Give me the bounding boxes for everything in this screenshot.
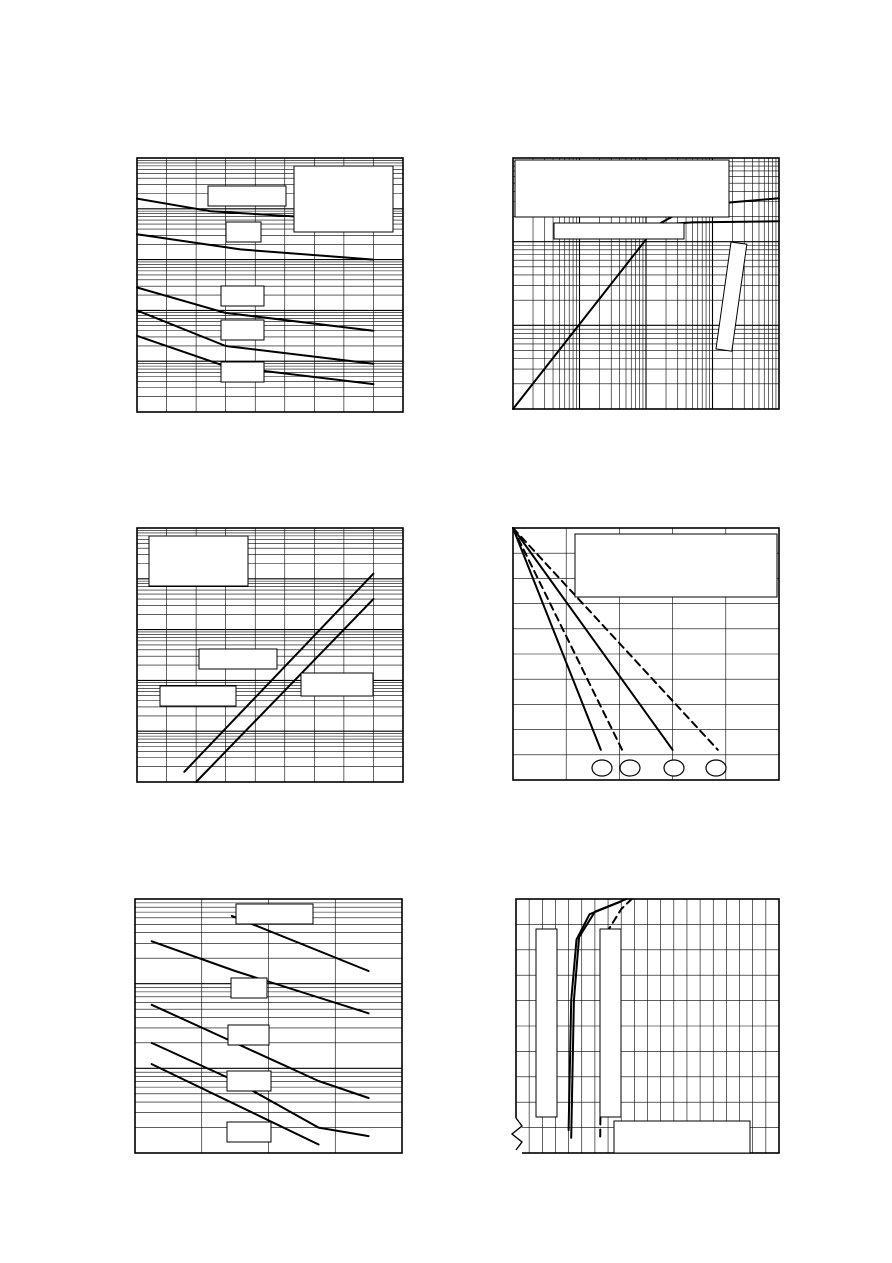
label-box-2 <box>600 929 621 1117</box>
chart-1 <box>137 158 403 412</box>
label-box-3 <box>226 222 261 242</box>
label-box-1 <box>536 929 557 1117</box>
curve-marker-circle-2 <box>620 760 640 776</box>
label-box-4 <box>301 673 373 696</box>
label-box-4 <box>227 1071 271 1091</box>
label-box-rotated <box>716 242 747 351</box>
label-box-3 <box>160 686 236 706</box>
label-box-1 <box>575 534 777 597</box>
label-box-6 <box>221 362 264 382</box>
label-box-2 <box>294 166 393 232</box>
chart-4 <box>513 528 779 780</box>
chart-5 <box>135 899 402 1153</box>
chart-2 <box>513 158 779 409</box>
label-box-2 <box>231 978 267 998</box>
label-box-2 <box>554 223 684 239</box>
label-box-1 <box>149 536 248 586</box>
label-box-3 <box>614 1121 750 1153</box>
label-box-5 <box>221 320 264 340</box>
curve-marker-circle-1 <box>592 760 612 776</box>
label-box-1 <box>208 186 286 206</box>
chart-3 <box>137 528 403 782</box>
curve-marker-circle-4 <box>706 760 726 776</box>
chart-6 <box>512 899 779 1154</box>
curve-marker-circle-3 <box>664 760 684 776</box>
label-box-3 <box>228 1025 269 1045</box>
label-box-2 <box>199 649 277 669</box>
label-box-4 <box>221 286 264 306</box>
label-box-5 <box>227 1122 271 1142</box>
label-box-1 <box>236 904 313 924</box>
label-box-1 <box>515 160 729 217</box>
